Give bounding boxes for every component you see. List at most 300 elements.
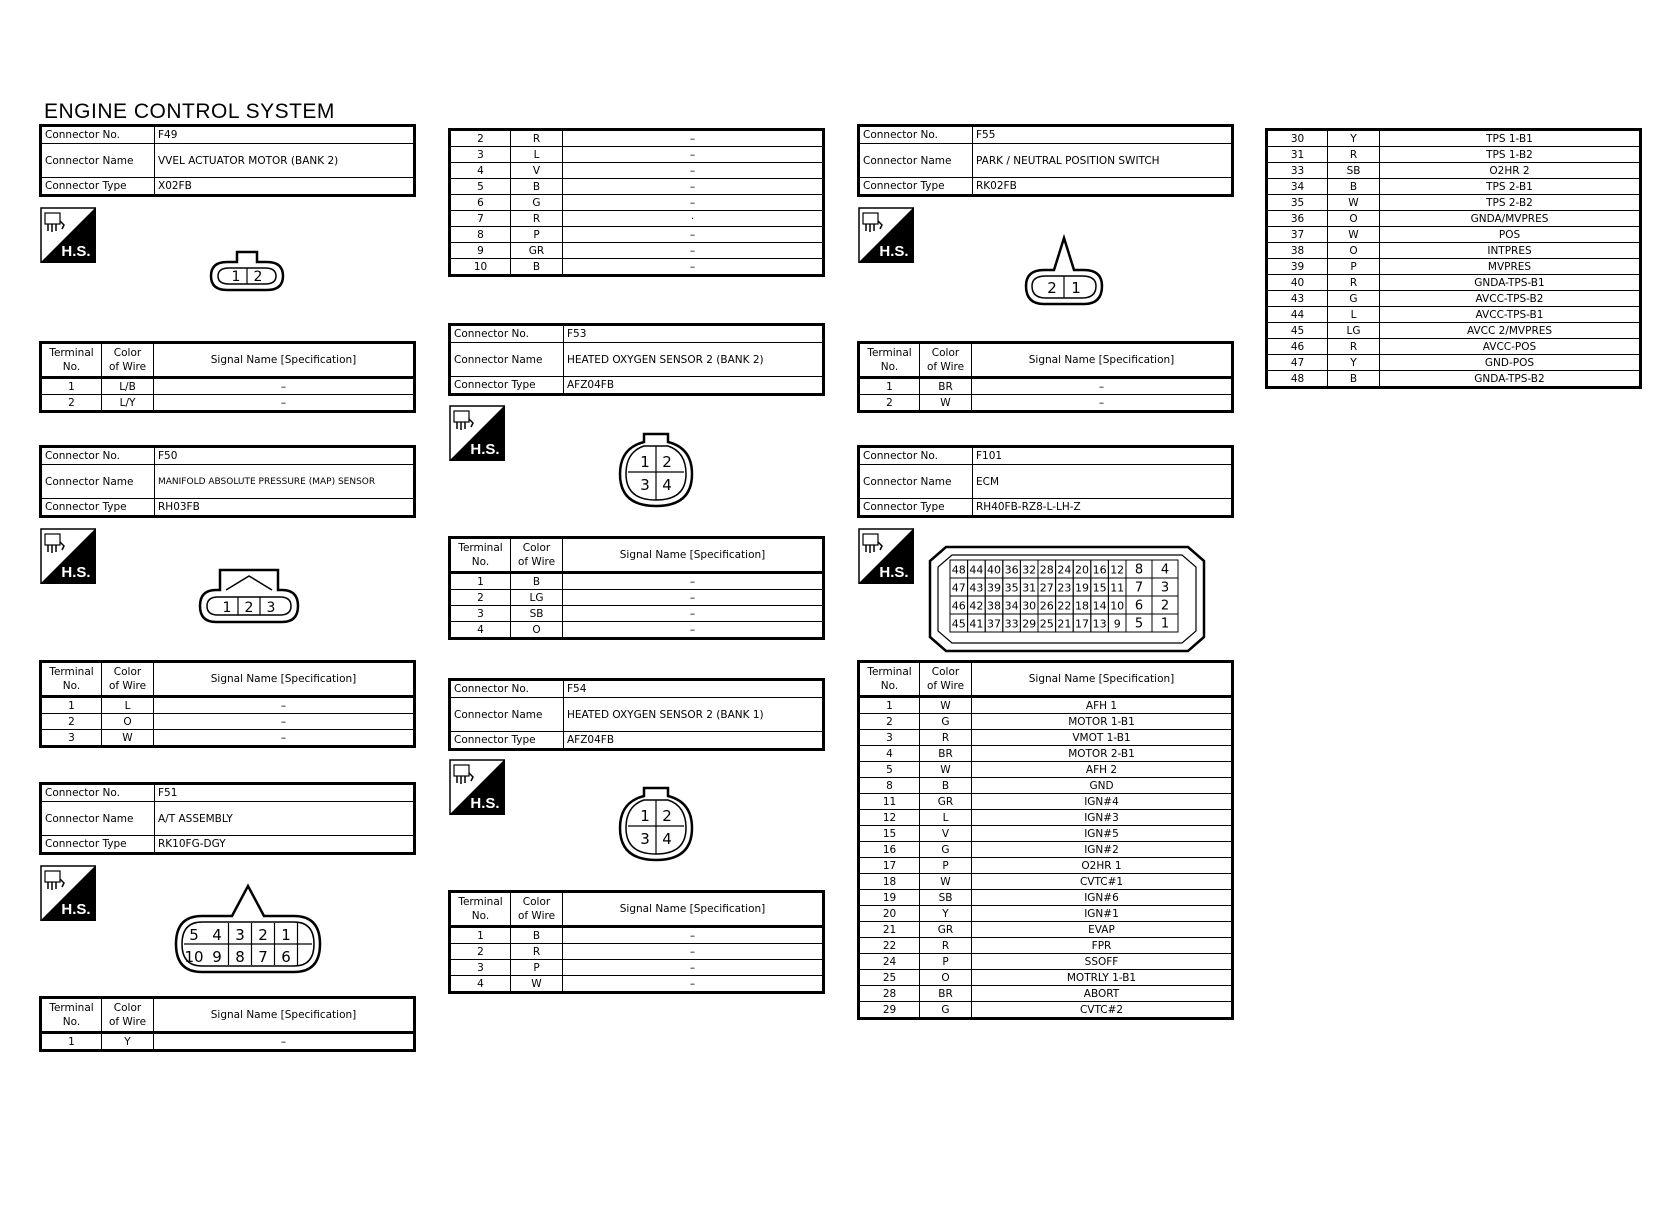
wire-color-cell: O	[1328, 211, 1380, 227]
terminal-cell: 1	[41, 378, 102, 395]
terminal-table	[39, 660, 416, 748]
pin-label: 14	[1092, 599, 1107, 613]
table-row	[859, 858, 1233, 874]
connector-type-value: RH03FB	[155, 499, 415, 517]
connector-no-value: F101	[973, 447, 1233, 465]
connector-type-label: Connector Type	[41, 836, 155, 854]
terminal-cell: 35	[1267, 195, 1328, 211]
connector-type-label: Connector Type	[859, 499, 973, 517]
signal-name-cell: TPS 1-B2	[1380, 147, 1641, 163]
connector-name-value: ECM	[973, 465, 1233, 499]
terminal-cell: 3	[450, 606, 511, 622]
connector-info-table	[448, 678, 825, 751]
pin-label: 1	[1160, 616, 1170, 632]
color-header: Color of Wire	[511, 892, 563, 927]
terminal-header: Terminal No.	[41, 343, 102, 378]
wire-color-cell: R	[1328, 147, 1380, 163]
table-row	[859, 826, 1233, 842]
signal-name-cell: O2HR 2	[1380, 163, 1641, 179]
svg-text:H.S.: H.S.	[470, 441, 500, 458]
terminal-cell: 16	[859, 842, 920, 858]
wire-color-cell: R	[511, 211, 563, 227]
signal-name-cell: FPR	[972, 938, 1233, 954]
table-row	[859, 938, 1233, 954]
wire-color-cell: O	[920, 970, 972, 986]
terminal-header: Terminal No.	[859, 662, 920, 697]
wire-color-cell: B	[511, 927, 563, 944]
connector-f101	[857, 445, 1234, 518]
signal-name-cell: AFH 2	[972, 762, 1233, 778]
wire-color-cell: G	[920, 714, 972, 730]
signal-name-cell: MOTOR 2-B1	[972, 746, 1233, 762]
wire-color-cell: B	[920, 778, 972, 794]
signal-name-cell: –	[563, 179, 824, 195]
wire-color-cell: Y	[1328, 130, 1380, 147]
wire-color-cell: W	[920, 874, 972, 890]
wire-color-cell: R	[1328, 275, 1380, 291]
connector-f49	[39, 124, 416, 197]
pin-label: 4	[1160, 562, 1170, 578]
signal-name-cell: –	[563, 163, 824, 179]
pin-label: 1	[281, 926, 291, 944]
wire-color-cell: BR	[920, 746, 972, 762]
signal-name-cell: IGN#2	[972, 842, 1233, 858]
hs-icon	[858, 207, 914, 263]
terminal-cell: 47	[1267, 355, 1328, 371]
pin-label: 13	[1092, 617, 1107, 631]
wire-color-cell: Y	[102, 1033, 154, 1051]
signal-name-cell: –	[154, 395, 415, 412]
pin-label: 29	[1022, 617, 1037, 631]
svg-text:H.S.: H.S.	[61, 901, 91, 918]
table-row	[859, 395, 1233, 412]
pin-label: 19	[1075, 581, 1089, 595]
table-row	[859, 970, 1233, 986]
signal-name-cell: –	[563, 227, 824, 243]
signal-name-cell: SSOFF	[972, 954, 1233, 970]
pin-label: 8	[1134, 562, 1144, 578]
connector-info-table	[39, 782, 416, 855]
pin-label: 6	[281, 948, 291, 966]
signal-name-cell: GND	[972, 778, 1233, 794]
terminal-cell: 44	[1267, 307, 1328, 323]
table-row	[450, 179, 824, 195]
signal-name-cell: IGN#4	[972, 794, 1233, 810]
table-row	[859, 794, 1233, 810]
pin-label: 25	[1039, 617, 1054, 631]
terminal-cell: 39	[1267, 259, 1328, 275]
wire-color-cell: L	[1328, 307, 1380, 323]
terminal-cell: 2	[41, 714, 102, 730]
terminal-table-f53	[448, 536, 825, 640]
pin-label: 7	[1134, 580, 1144, 596]
terminal-cell: 1	[41, 697, 102, 714]
connector-f51	[39, 782, 416, 855]
terminal-cell: 12	[859, 810, 920, 826]
pin-label: 40	[987, 563, 1001, 577]
signal-name-cell: AVCC-TPS-B2	[1380, 291, 1641, 307]
terminal-table-f49	[39, 341, 416, 413]
signal-name-cell: –	[972, 378, 1233, 395]
connector-f54-face-diagram	[616, 784, 696, 864]
wire-color-cell: R	[920, 730, 972, 746]
terminal-cell: 15	[859, 826, 920, 842]
wire-color-cell: V	[511, 163, 563, 179]
wire-color-cell: R	[511, 944, 563, 960]
terminal-cell: 36	[1267, 211, 1328, 227]
pin-label: 18	[1075, 599, 1089, 613]
table-row	[859, 778, 1233, 794]
table-row	[41, 714, 415, 730]
connector-type-value: RK02FB	[973, 178, 1233, 196]
signal-name-cell: CVTC#2	[972, 1002, 1233, 1019]
terminal-cell: 45	[1267, 323, 1328, 339]
pin-label: 35	[1004, 581, 1019, 595]
connector-f51-face-diagram	[172, 880, 324, 976]
terminal-cell: 48	[1267, 371, 1328, 388]
wire-color-cell: R	[511, 130, 563, 147]
table-row	[859, 954, 1233, 970]
connector-info-table	[448, 323, 825, 396]
signal-name-cell: MOTOR 1-B1	[972, 714, 1233, 730]
pin-label: 3	[640, 830, 650, 848]
pin-label: 16	[1092, 563, 1107, 577]
signal-name-cell: INTPRES	[1380, 243, 1641, 259]
pin-label: 20	[1075, 563, 1089, 577]
wire-color-cell: W	[920, 395, 972, 412]
table-row	[450, 243, 824, 259]
pin-label: 6	[1134, 598, 1144, 614]
pin-label: 37	[987, 617, 1001, 631]
terminal-cell: 46	[1267, 339, 1328, 355]
wire-color-cell: P	[511, 960, 563, 976]
terminal-table	[448, 536, 825, 640]
pin-label: 3	[1160, 580, 1170, 596]
wire-color-cell: P	[1328, 259, 1380, 275]
connector-no-label: Connector No.	[450, 325, 564, 343]
signal-name-cell: GNDA/MVPRES	[1380, 211, 1641, 227]
pin-label: 4	[662, 476, 672, 494]
table-row	[1267, 339, 1641, 355]
signal-name-cell: O2HR 1	[972, 858, 1233, 874]
connector-name-value: MANIFOLD ABSOLUTE PRESSURE (MAP) SENSOR	[155, 465, 415, 499]
terminal-table-f101-continued	[1265, 128, 1642, 389]
table-row	[1267, 163, 1641, 179]
signal-name-cell: –	[563, 927, 824, 944]
terminal-table-f50	[39, 660, 416, 748]
table-row	[1267, 323, 1641, 339]
pin-label: 9	[1113, 617, 1121, 631]
terminal-cell: 25	[859, 970, 920, 986]
terminal-cell: 40	[1267, 275, 1328, 291]
terminal-cell: 17	[859, 858, 920, 874]
terminal-cell: 4	[859, 746, 920, 762]
wire-color-cell: P	[920, 858, 972, 874]
connector-f50	[39, 445, 416, 518]
signal-name-cell: AVCC-TPS-B1	[1380, 307, 1641, 323]
connector-no-value: F55	[973, 126, 1233, 144]
hs-icon	[40, 865, 96, 921]
signal-name-cell: GNDA-TPS-B2	[1380, 371, 1641, 388]
terminal-cell: 6	[450, 195, 511, 211]
connector-f101-face-diagram	[926, 543, 1208, 655]
terminal-header: Terminal No.	[41, 998, 102, 1033]
table-row	[859, 1002, 1233, 1019]
signal-name-cell: –	[563, 622, 824, 639]
pin-label: 26	[1039, 599, 1054, 613]
wire-color-cell: W	[920, 762, 972, 778]
table-row	[859, 890, 1233, 906]
table-row	[450, 960, 824, 976]
wire-color-cell: B	[511, 179, 563, 195]
pin-label: 38	[987, 599, 1001, 613]
pin-label: 4	[212, 926, 222, 944]
terminal-cell: 24	[859, 954, 920, 970]
connector-name-label: Connector Name	[450, 343, 564, 377]
table-row	[1267, 179, 1641, 195]
signal-name-cell: GNDA-TPS-B1	[1380, 275, 1641, 291]
pin-label: 42	[969, 599, 984, 613]
terminal-cell: 43	[1267, 291, 1328, 307]
table-row	[859, 986, 1233, 1002]
terminal-cell: 2	[41, 395, 102, 412]
signal-name-cell: –	[154, 714, 415, 730]
color-header: Color of Wire	[920, 343, 972, 378]
pin-label: 2	[1160, 598, 1170, 614]
signal-name-cell: MVPRES	[1380, 259, 1641, 275]
svg-text:H.S.: H.S.	[61, 243, 91, 260]
wire-color-cell: P	[920, 954, 972, 970]
pin-label: 46	[951, 599, 966, 613]
signal-header: Signal Name [Specification]	[154, 343, 415, 378]
wire-color-cell: SB	[511, 606, 563, 622]
pin-label: 3	[266, 600, 276, 616]
connector-name-label: Connector Name	[41, 465, 155, 499]
wire-color-cell: LG	[1328, 323, 1380, 339]
wire-color-cell: L	[102, 697, 154, 714]
pin-label: 1	[222, 600, 232, 616]
terminal-table-f51-continued	[448, 128, 825, 277]
hs-icon	[449, 405, 505, 461]
svg-text:H.S.: H.S.	[879, 564, 909, 581]
terminal-table	[857, 660, 1234, 1020]
signal-header: Signal Name [Specification]	[563, 538, 824, 573]
wire-color-cell: O	[102, 714, 154, 730]
signal-header: Signal Name [Specification]	[972, 662, 1233, 697]
connector-no-value: F50	[155, 447, 415, 465]
signal-name-cell: AVCC-POS	[1380, 339, 1641, 355]
table-row	[450, 130, 824, 147]
signal-header: Signal Name [Specification]	[563, 892, 824, 927]
terminal-cell: 5	[450, 179, 511, 195]
terminal-table-f51	[39, 996, 416, 1052]
connector-type-value: RH40FB-RZ8-L-LH-Z	[973, 499, 1233, 517]
table-row	[1267, 243, 1641, 259]
terminal-cell: 38	[1267, 243, 1328, 259]
terminal-cell: 3	[450, 960, 511, 976]
pin-label: 30	[1022, 599, 1037, 613]
wire-color-cell: L	[920, 810, 972, 826]
table-row	[450, 622, 824, 639]
terminal-cell: 1	[450, 573, 511, 590]
pin-label: 22	[1057, 599, 1072, 613]
connector-no-label: Connector No.	[859, 126, 973, 144]
table-row	[859, 810, 1233, 826]
terminal-cell: 2	[450, 590, 511, 606]
wire-color-cell: B	[1328, 371, 1380, 388]
signal-name-cell: TPS 1-B1	[1380, 130, 1641, 147]
terminal-cell: 9	[450, 243, 511, 259]
signal-header: Signal Name [Specification]	[154, 662, 415, 697]
wire-color-cell: P	[511, 227, 563, 243]
connector-type-label: Connector Type	[41, 499, 155, 517]
table-row	[450, 259, 824, 276]
table-row	[450, 573, 824, 590]
terminal-cell: 1	[859, 697, 920, 714]
signal-name-cell: –	[563, 195, 824, 211]
table-row	[859, 746, 1233, 762]
terminal-cell: 4	[450, 622, 511, 639]
table-row	[1267, 259, 1641, 275]
terminal-header: Terminal No.	[450, 538, 511, 573]
signal-name-cell: TPS 2-B2	[1380, 195, 1641, 211]
pin-label: 2	[253, 269, 263, 285]
wire-color-cell: O	[1328, 243, 1380, 259]
pin-label: 1	[1071, 279, 1081, 297]
signal-name-cell: –	[563, 573, 824, 590]
pin-label: 12	[1110, 563, 1125, 577]
connector-name-value: A/T ASSEMBLY	[155, 802, 415, 836]
signal-name-cell: –	[563, 147, 824, 163]
wire-color-cell: BR	[920, 378, 972, 395]
connector-type-value: AFZ04FB	[564, 732, 824, 750]
color-header: Color of Wire	[102, 343, 154, 378]
wire-color-cell: G	[1328, 291, 1380, 307]
signal-name-cell: AVCC 2/MVPRES	[1380, 323, 1641, 339]
terminal-table	[857, 341, 1234, 413]
color-header: Color of Wire	[102, 662, 154, 697]
connector-no-label: Connector No.	[450, 680, 564, 698]
signal-name-cell: IGN#6	[972, 890, 1233, 906]
terminal-cell: 1	[859, 378, 920, 395]
signal-name-cell: –	[972, 395, 1233, 412]
table-row	[859, 378, 1233, 395]
pin-label: 2	[662, 453, 672, 471]
wire-color-cell: SB	[1328, 163, 1380, 179]
svg-text:H.S.: H.S.	[61, 564, 91, 581]
signal-header: Signal Name [Specification]	[154, 998, 415, 1033]
signal-name-cell: –	[154, 697, 415, 714]
wire-color-cell: W	[1328, 195, 1380, 211]
terminal-cell: 4	[450, 976, 511, 993]
terminal-table-f55	[857, 341, 1234, 413]
terminal-table	[39, 996, 416, 1052]
table-row	[450, 590, 824, 606]
signal-name-cell: –	[563, 976, 824, 993]
terminal-table	[448, 890, 825, 994]
table-row	[41, 730, 415, 747]
terminal-cell: 2	[450, 944, 511, 960]
table-row	[1267, 275, 1641, 291]
pin-label: 24	[1057, 563, 1072, 577]
terminal-cell: 3	[41, 730, 102, 747]
table-row	[450, 976, 824, 993]
table-row	[859, 874, 1233, 890]
signal-name-cell: –	[563, 130, 824, 147]
terminal-cell: 33	[1267, 163, 1328, 179]
wire-color-cell: SB	[920, 890, 972, 906]
table-row	[41, 395, 415, 412]
terminal-cell: 29	[859, 1002, 920, 1019]
hs-icon	[449, 759, 505, 815]
table-row	[859, 714, 1233, 730]
connector-name-value: HEATED OXYGEN SENSOR 2 (BANK 2)	[564, 343, 824, 377]
connector-type-label: Connector Type	[859, 178, 973, 196]
svg-text:H.S.: H.S.	[470, 795, 500, 812]
terminal-table-f54	[448, 890, 825, 994]
signal-name-cell: –	[563, 960, 824, 976]
pin-label: 23	[1057, 581, 1072, 595]
pin-label: 17	[1075, 617, 1089, 631]
table-row	[450, 227, 824, 243]
pin-label: 5	[189, 926, 199, 944]
terminal-cell: 1	[41, 1033, 102, 1051]
pin-label: 2	[244, 600, 254, 616]
connector-no-label: Connector No.	[859, 447, 973, 465]
pin-label: 21	[1057, 617, 1072, 631]
table-row	[1267, 227, 1641, 243]
signal-name-cell: IGN#3	[972, 810, 1233, 826]
pin-label: 1	[640, 453, 650, 471]
connector-name-label: Connector Name	[41, 802, 155, 836]
terminal-table	[39, 341, 416, 413]
connector-name-value: HEATED OXYGEN SENSOR 2 (BANK 1)	[564, 698, 824, 732]
wire-color-cell: LG	[511, 590, 563, 606]
pin-label: 31	[1022, 581, 1037, 595]
signal-name-cell: TPS 2-B1	[1380, 179, 1641, 195]
terminal-cell: 34	[1267, 179, 1328, 195]
signal-name-cell: –	[563, 944, 824, 960]
signal-name-cell: IGN#1	[972, 906, 1233, 922]
wire-color-cell: G	[920, 1002, 972, 1019]
pin-label: 44	[969, 563, 984, 577]
table-row	[450, 927, 824, 944]
pin-label: 48	[951, 563, 966, 577]
pin-label: 1	[640, 807, 650, 825]
signal-name-cell: –	[563, 606, 824, 622]
pin-label: 2	[258, 926, 268, 944]
connector-no-value: F54	[564, 680, 824, 698]
pin-label: 32	[1022, 563, 1037, 577]
signal-header: Signal Name [Specification]	[972, 343, 1233, 378]
table-row	[859, 762, 1233, 778]
table-row	[1267, 195, 1641, 211]
terminal-cell: 21	[859, 922, 920, 938]
terminal-header: Terminal No.	[41, 662, 102, 697]
wire-color-cell: G	[511, 195, 563, 211]
pin-label: 47	[951, 581, 966, 595]
color-header: Color of Wire	[920, 662, 972, 697]
wire-color-cell: W	[511, 976, 563, 993]
terminal-cell: 19	[859, 890, 920, 906]
hs-icon	[40, 528, 96, 584]
table-row	[450, 147, 824, 163]
connector-info-table	[857, 445, 1234, 518]
connector-type-label: Connector Type	[450, 732, 564, 750]
pin-label: 43	[969, 581, 984, 595]
wire-color-cell: Y	[1328, 355, 1380, 371]
pin-label: 39	[987, 581, 1001, 595]
